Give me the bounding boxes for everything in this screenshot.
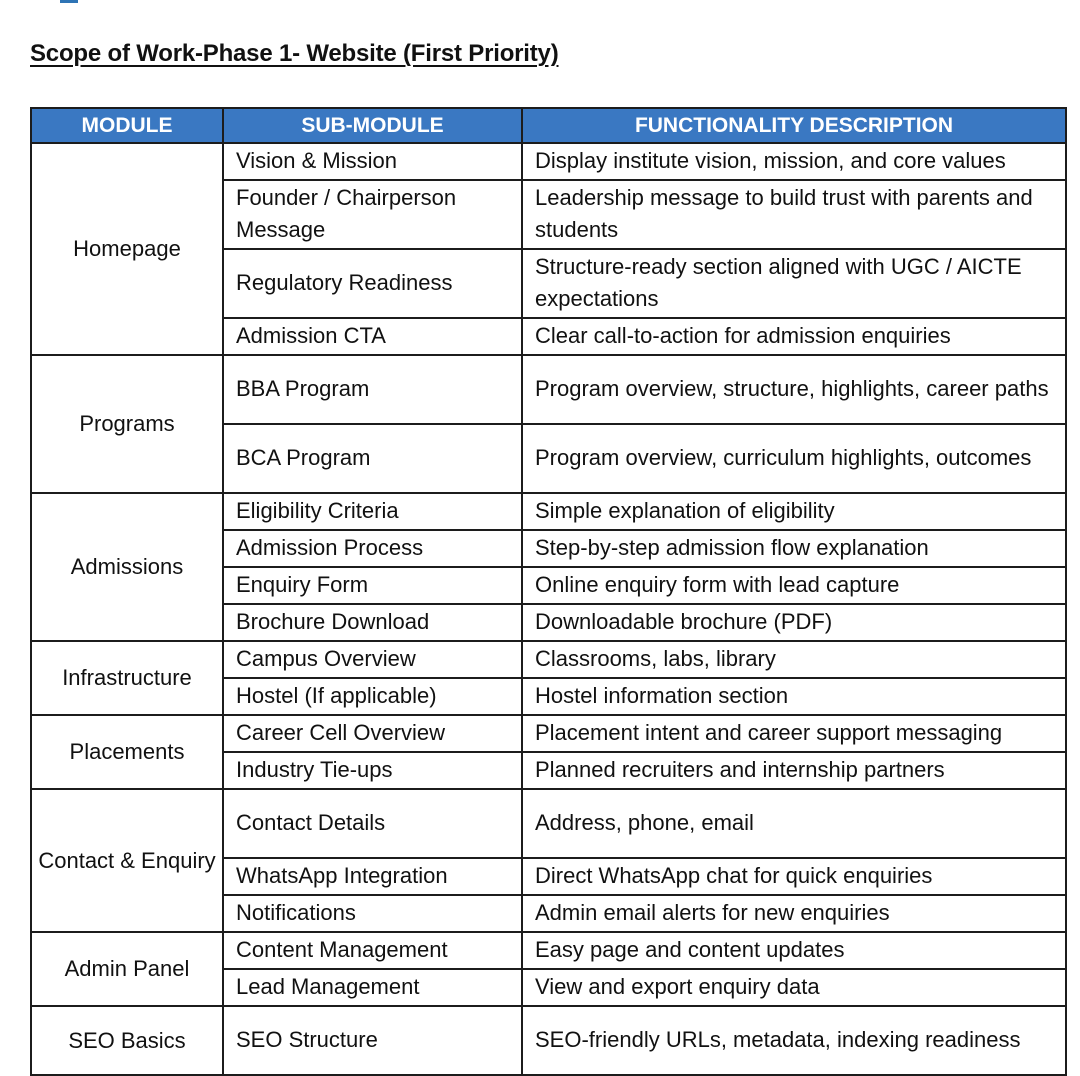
sub-module-cell: Founder / Chairperson Message — [223, 180, 522, 249]
description-cell: Direct WhatsApp chat for quick enquiries — [522, 858, 1066, 895]
description-cell: Easy page and content updates — [522, 932, 1066, 969]
table-row — [31, 355, 1066, 424]
sub-module-cell: Vision & Mission — [223, 143, 522, 180]
header-module: MODULE — [31, 108, 223, 143]
sub-module-cell: Contact Details — [223, 789, 522, 858]
sub-module-cell: Admission Process — [223, 530, 522, 567]
description-cell: Clear call-to-action for admission enquiries — [522, 318, 1066, 355]
sub-module-cell: WhatsApp Integration — [223, 858, 522, 895]
module-homepage: Homepage — [31, 143, 223, 355]
sub-module-cell: Admission CTA — [223, 318, 522, 355]
table-row — [31, 789, 1066, 858]
sub-module-cell: Lead Management — [223, 969, 522, 1006]
description-cell: Admin email alerts for new enquiries — [522, 895, 1066, 932]
description-cell: View and export enquiry data — [522, 969, 1066, 1006]
description-cell: Address, phone, email — [522, 789, 1066, 858]
description-cell: Downloadable brochure (PDF) — [522, 604, 1066, 641]
description-cell: Classrooms, labs, library — [522, 641, 1066, 678]
sub-module-cell: Enquiry Form — [223, 567, 522, 604]
description-cell: Simple explanation of eligibility — [522, 493, 1066, 530]
module-admissions: Admissions — [31, 493, 223, 641]
module-contact-enquiry: Contact & Enquiry — [31, 789, 223, 932]
sub-module-cell: Content Management — [223, 932, 522, 969]
sub-module-cell: SEO Structure — [223, 1006, 522, 1075]
table-row — [31, 143, 1066, 180]
sub-module-cell: Regulatory Readiness — [223, 249, 522, 318]
sub-module-cell: Industry Tie-ups — [223, 752, 522, 789]
description-cell: SEO-friendly URLs, metadata, indexing readiness — [522, 1006, 1066, 1075]
sub-module-cell: Notifications — [223, 895, 522, 932]
sub-module-cell: Career Cell Overview — [223, 715, 522, 752]
sub-module-cell: Eligibility Criteria — [223, 493, 522, 530]
table-row — [31, 932, 1066, 969]
header-sub-module: SUB-MODULE — [223, 108, 522, 143]
sub-module-cell: Brochure Download — [223, 604, 522, 641]
description-cell: Planned recruiters and internship partners — [522, 752, 1066, 789]
table-row — [31, 493, 1066, 530]
description-cell: Placement intent and career support messaging — [522, 715, 1066, 752]
table-row — [31, 1006, 1066, 1075]
description-cell: Display institute vision, mission, and core values — [522, 143, 1066, 180]
sub-module-cell: BCA Program — [223, 424, 522, 493]
sub-module-cell: BBA Program — [223, 355, 522, 424]
description-cell: Leadership message to build trust with parents and students — [522, 180, 1066, 249]
sub-module-cell: Campus Overview — [223, 641, 522, 678]
description-cell: Online enquiry form with lead capture — [522, 567, 1066, 604]
description-cell: Structure-ready section aligned with UGC / AICTE expectations — [522, 249, 1066, 318]
table-row — [31, 641, 1066, 678]
module-programs: Programs — [31, 355, 223, 493]
header-functionality-description: FUNCTIONALITY DESCRIPTION — [522, 108, 1066, 143]
module-infrastructure: Infrastructure — [31, 641, 223, 715]
table-header-row — [31, 108, 1066, 143]
page-title: Scope of Work-Phase 1- Website (First Priority) — [30, 40, 559, 67]
description-cell: Program overview, structure, highlights, career paths — [522, 355, 1066, 424]
module-admin-panel: Admin Panel — [31, 932, 223, 1006]
table-row — [31, 715, 1066, 752]
sub-module-cell: Hostel (If applicable) — [223, 678, 522, 715]
scope-table — [30, 107, 1067, 1076]
module-seo-basics: SEO Basics — [31, 1006, 223, 1075]
module-placements: Placements — [31, 715, 223, 789]
description-cell: Step-by-step admission flow explanation — [522, 530, 1066, 567]
top-accent-mark — [0, 0, 100, 3]
description-cell: Program overview, curriculum highlights, outcomes — [522, 424, 1066, 493]
description-cell: Hostel information section — [522, 678, 1066, 715]
